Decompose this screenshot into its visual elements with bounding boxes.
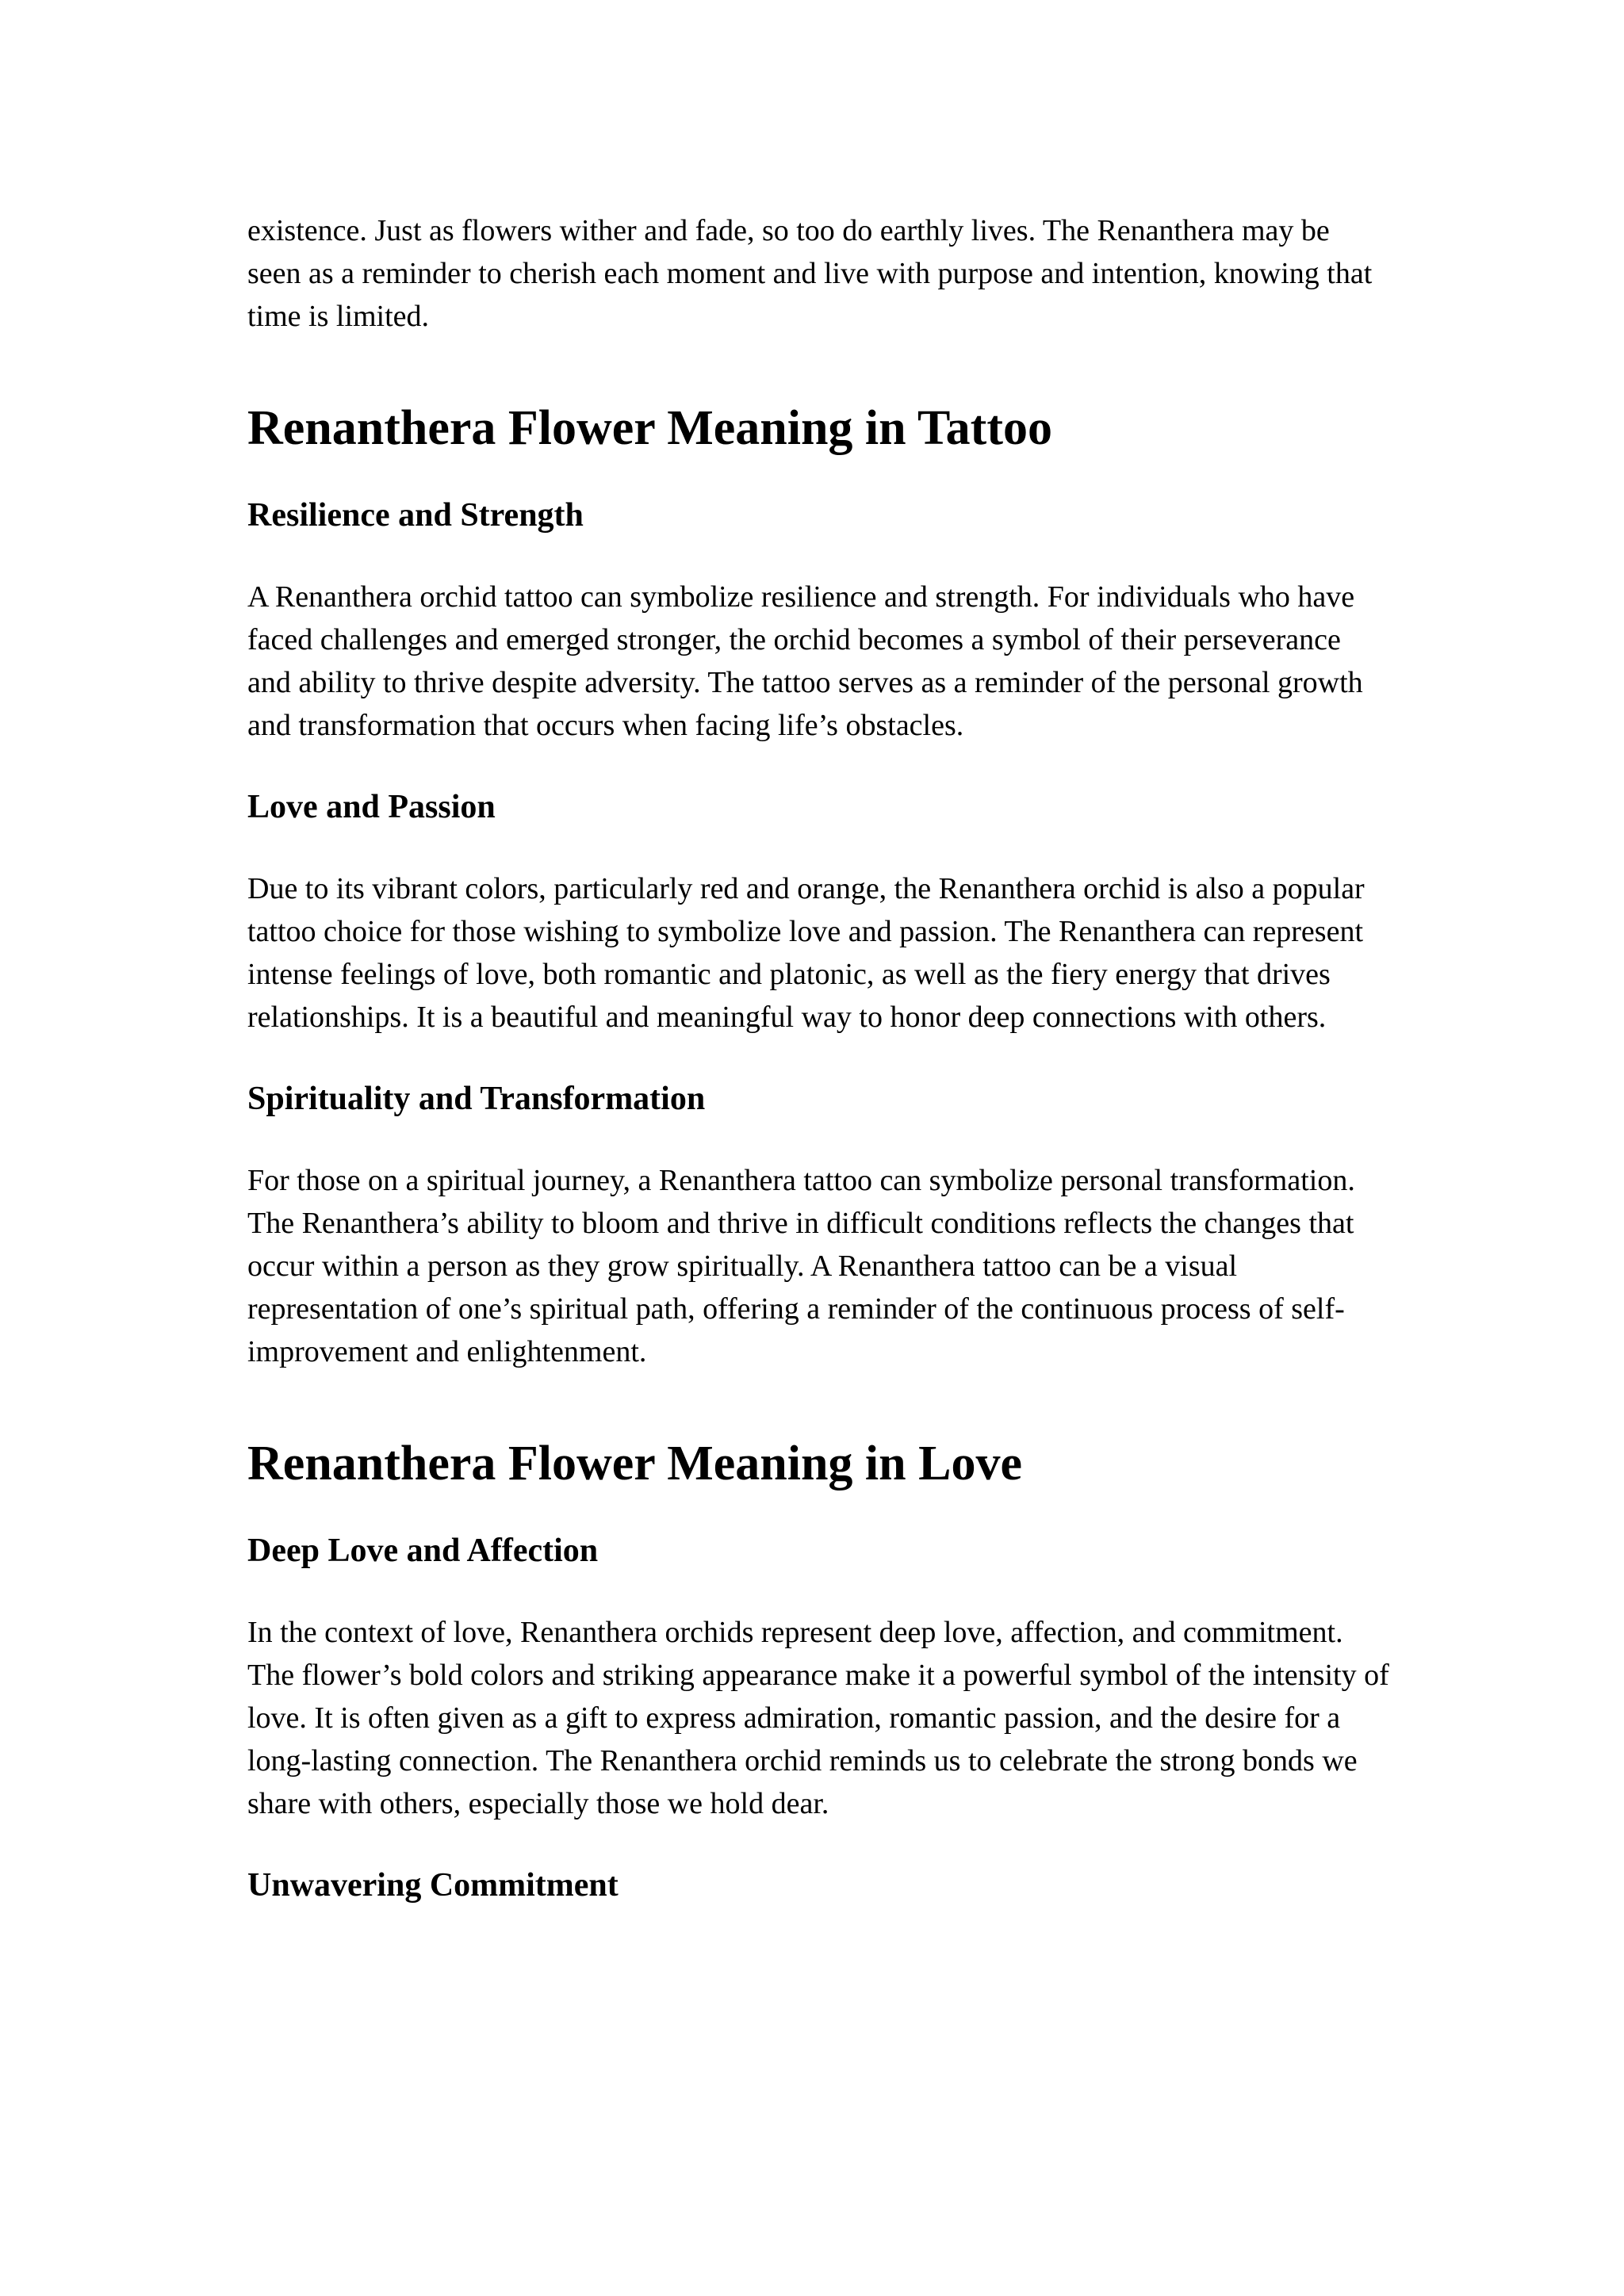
page-content [247,209,1389,1908]
subheading-spirituality-transformation: Spirituality and Transformation [247,1081,706,1117]
tattoo-section-heading: Renanthera Flower Meaning in Tattoo [247,401,1052,455]
love-section-heading: Renanthera Flower Meaning in Love [247,1437,1023,1490]
subheading-love-passion: Love and Passion [247,789,496,825]
intro-paragraph: existence. Just as flowers wither and fade, so too do earthly lives. The Renanthera may be seen as a reminder to cherish each moment and live with purpose and intention, knowing that time is limited. [247,214,1373,333]
paragraph-resilience-strength: A Renanthera orchid tattoo can symbolize resilience and strength. For individuals who have faced challenges and emerged stronger, the orchid becomes a symbol of their perseverance and ability to thrive despite adversity. The tattoo serves as a reminder of the personal growth and transformation that occurs when facing life’s obstacles. [247,580,1363,742]
paragraph-deep-love-affection: In the context of love, Renanthera orchids represent deep love, affection, and commitment. The flower’s bold colors and striking appearance make it a powerful symbol of the intensity of love. It is often given as a gift to express admiration, romantic passion, and the desire for a long-lasting connection. The Renanthera orchid reminds us to celebrate the strong bonds we share with others, especially those we hold dear. [247,1616,1389,1820]
paragraph-love-passion: Due to its vibrant colors, particularly red and orange, the Renanthera orchid is also a popular tattoo choice for those wishing to symbolize love and passion. The Renanthera can represent intense feelings of love, both romantic and platonic, as well as the fiery energy that drives relationships. It is a beautiful and meaningful way to honor deep connections with others. [247,872,1365,1034]
subheading-unwavering-commitment: Unwavering Commitment [247,1867,619,1904]
subheading-resilience-strength: Resilience and Strength [247,497,584,534]
subheading-deep-love-affection: Deep Love and Affection [247,1533,599,1569]
paragraph-spirituality-transformation: For those on a spiritual journey, a Renanthera tattoo can symbolize personal transformation. The Renanthera’s ability to bloom and thrive in difficult conditions reflects the changes that occur within a person as they grow spiritually. A Renanthera tattoo can be a visual representation of one’s spiritual path, offering a reminder of the continuous process of self-improvement and enlightenment. [247,1164,1355,1368]
